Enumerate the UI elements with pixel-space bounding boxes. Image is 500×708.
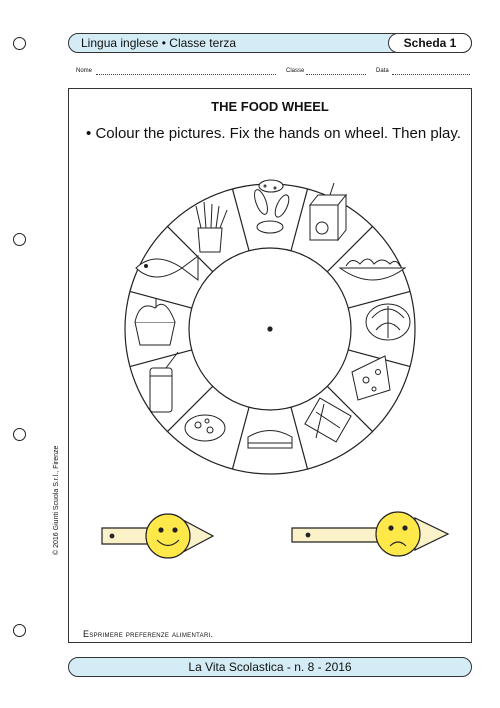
subject-label: Lingua inglese (81, 36, 159, 50)
date-label: Data (376, 68, 389, 74)
sad-face-icon (376, 512, 420, 556)
separator-bullet: • (161, 36, 166, 50)
sheet-number-badge: Scheda 1 (388, 33, 472, 53)
footer-bar: La Vita Scolastica - n. 8 - 2016 (68, 657, 472, 677)
copyright-notice: © 2016 Giunti Scuola S.r.l., Firenze (53, 445, 60, 555)
instruction-body: Colour the pictures. Fix the hands on wheel. Then play. (95, 125, 461, 142)
worksheet-title: THE FOOD WHEEL (211, 99, 329, 114)
food-lettuce-icon (366, 304, 410, 340)
name-label: Nome (76, 68, 93, 74)
happy-pointer-hand[interactable] (102, 514, 213, 558)
sad-pointer-hand[interactable] (292, 512, 448, 556)
food-pizza-icon (185, 415, 225, 441)
smiley-face-icon (146, 514, 190, 558)
objective-footnote: Esprimere preferenze alimentari. (83, 629, 214, 639)
class-label: Classe (286, 68, 305, 74)
grade-label: Classe terza (169, 36, 236, 50)
instruction-bullet: • (86, 125, 92, 142)
